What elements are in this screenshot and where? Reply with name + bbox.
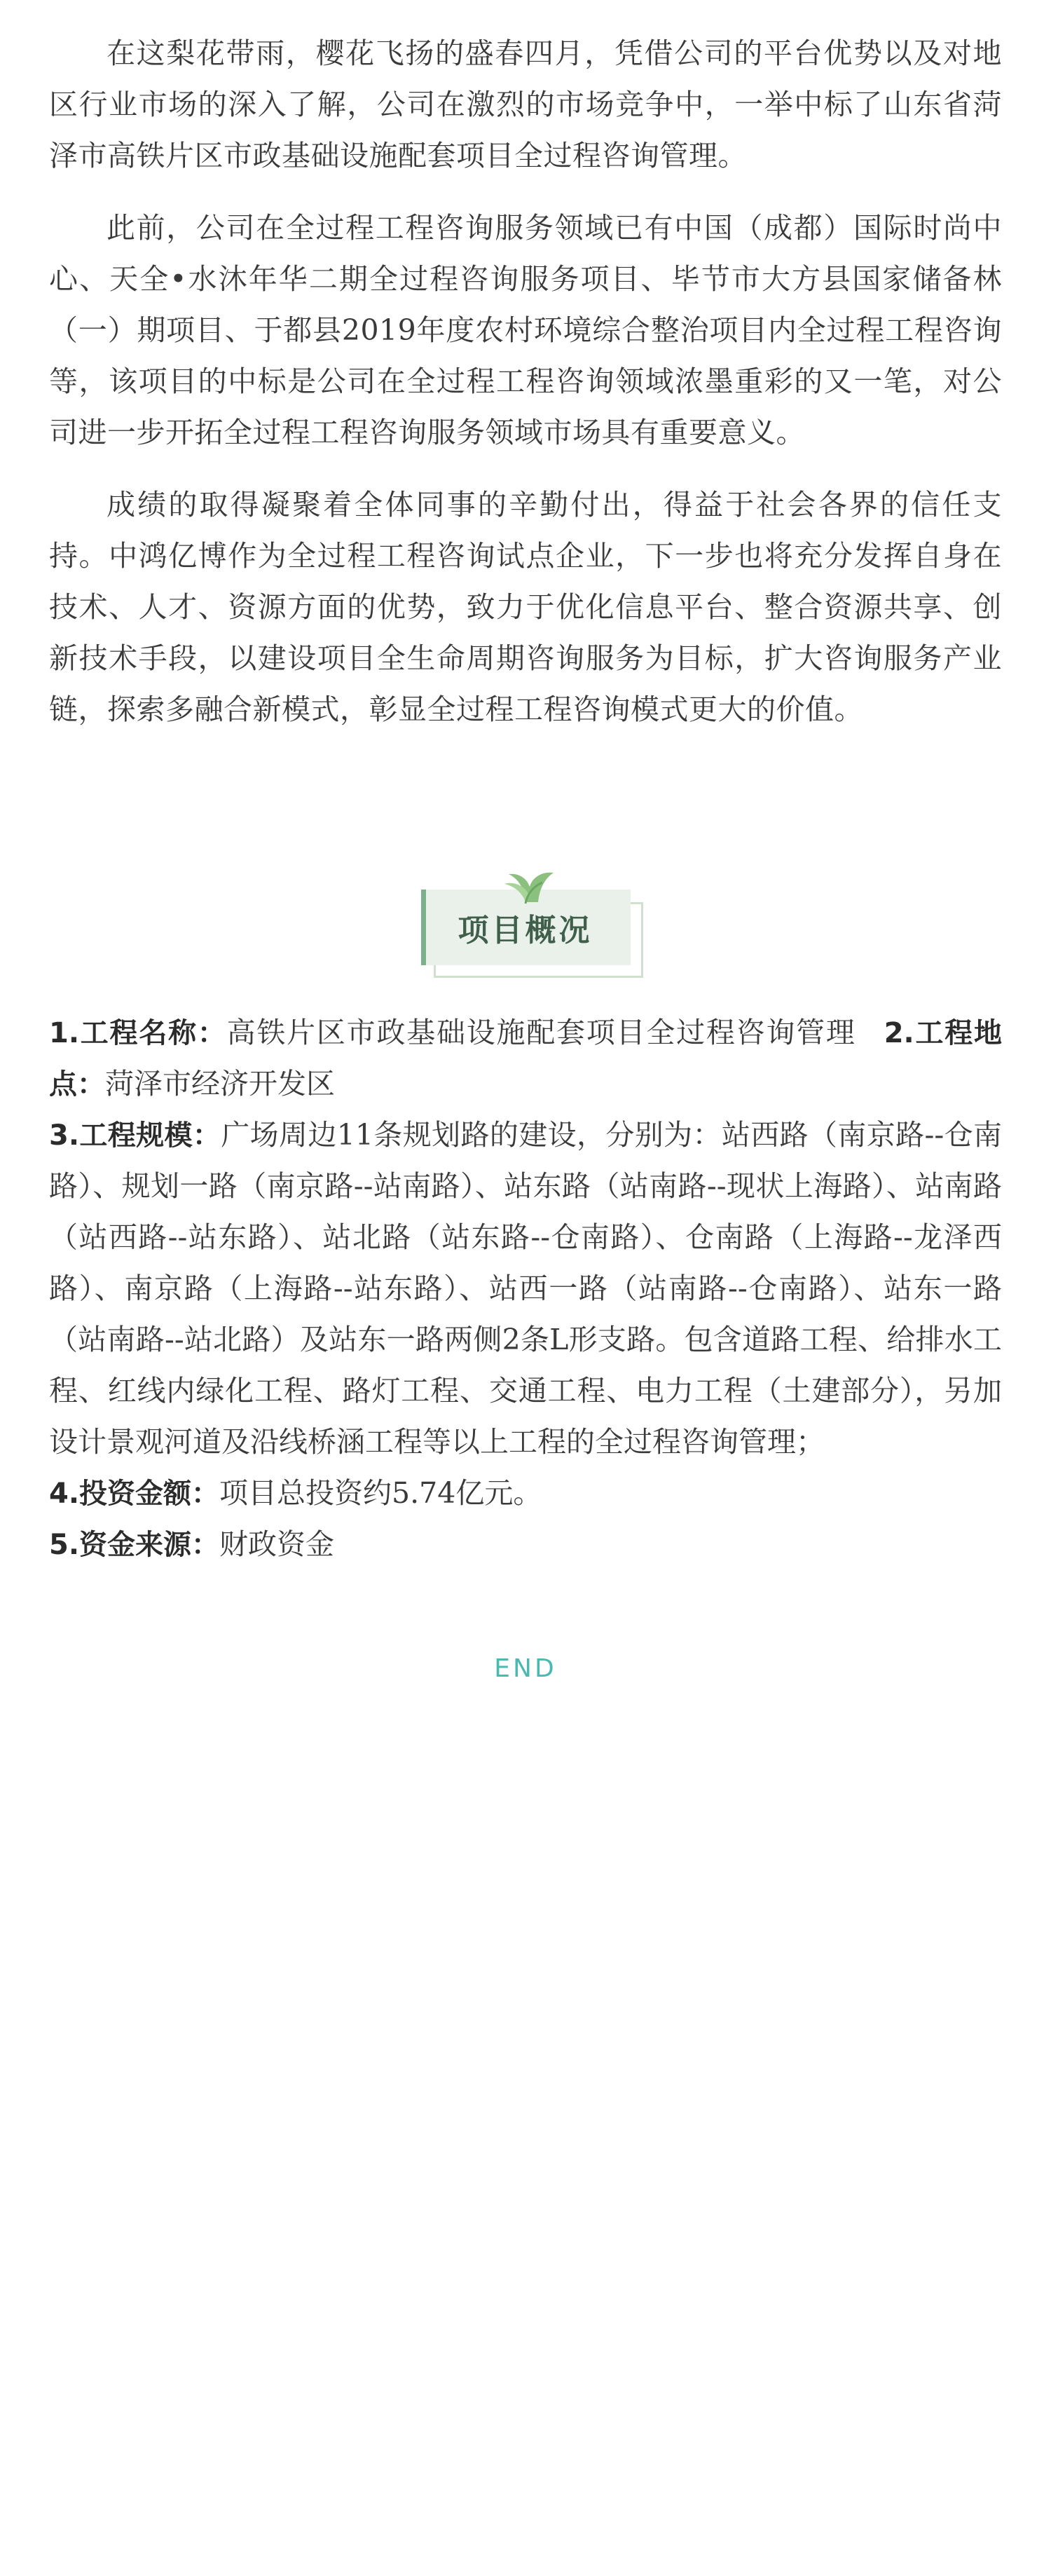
item-label: 工程规模： [79, 1119, 221, 1152]
item-number: 1. [49, 1016, 80, 1049]
section-banner [49, 890, 1002, 965]
item-label: 工程地点： [49, 1016, 1003, 1100]
item-label: 工程名称： [79, 1016, 227, 1049]
project-info-list [49, 1007, 1002, 1571]
item-value: 高铁片区市政基础设施配套项目全过程咨询管理 [226, 1015, 856, 1049]
item-value: 菏泽市经济开发区 [105, 1066, 335, 1100]
section-spacer [49, 756, 1002, 861]
item-number: 3. [49, 1119, 80, 1152]
list-item [49, 1468, 1002, 1519]
item-number: 5. [49, 1529, 80, 1562]
item-value: 项目总投资约5.74亿元。 [219, 1476, 542, 1510]
body-paragraph-3: 成绩的取得凝聚着全体同事的辛勤付出，得益于社会各界的信任支持。中鸿亿博作为全过程工程咨询试点企业，下一步也将充分发挥自身在技术、人才、资源方面的优势，致力于优化信息平台、整合资源共享、创新技术手段，以建设项目全生命周期咨询服务为目标，扩大咨询服务产业链，探索多融合新模式，彰显全过程工程咨询模式更大的价值。 [49, 487, 1002, 726]
body-paragraph-2: 此前，公司在全过程工程咨询服务领域已有中国（成都）国际时尚中心、天全•水沐年华二期全过程咨询服务项目、毕节市大方县国家储备林（一）期项目、于都县2019年度农村环境综合整治项目内全过程工程咨询等，该项目的中标是公司在全过程工程咨询领域浓墨重彩的又一笔，对公司进一步开拓全过程工程咨询服务领域市场具有重要意义。 [49, 210, 1002, 449]
leaf-icon [483, 866, 568, 905]
item-label: 资金来源： [79, 1529, 220, 1562]
item-value: 财政资金 [219, 1527, 335, 1562]
body-paragraph-1: 在这梨花带雨，樱花飞扬的盛春四月，凭借公司的平台优势以及对地区行业市场的深入了解，公司在激烈的市场竞争中，一举中标了山东省菏泽市高铁片区市政基础设施配套项目全过程咨询管理。 [49, 36, 1002, 172]
list-item [49, 1110, 1002, 1468]
item-number: 4. [49, 1477, 80, 1510]
list-item [49, 1007, 1002, 1110]
item-number: 2. [884, 1016, 914, 1049]
item-label: 投资金额： [79, 1477, 220, 1510]
item-value: 广场周边11条规划路的建设，分别为：站西路（南京路--仓南路）、规划一路（南京路--站南路）、站东路（站南路--现状上海路）、站南路（站西路--站东路）、站北路（站东路--仓南路）、仓南路（上海路--龙泽西路）、南京路（上海路--站东路）、站西一路（站南路--仓南路）、站东一路（站南路--站北路）及站东一路两侧2条L形支路。包含道路工程、给排水工程、红线内绿化工程、路灯工程、交通工程、电力工程（土建部分），另加设计景观河道及沿线桥涵工程等以上工程的全过程咨询管理； [49, 1117, 1002, 1459]
list-item [49, 1519, 1002, 1570]
banner-group [421, 890, 631, 965]
banner-title: 项目概况 [458, 912, 593, 948]
end-marker: END [494, 1654, 557, 1684]
